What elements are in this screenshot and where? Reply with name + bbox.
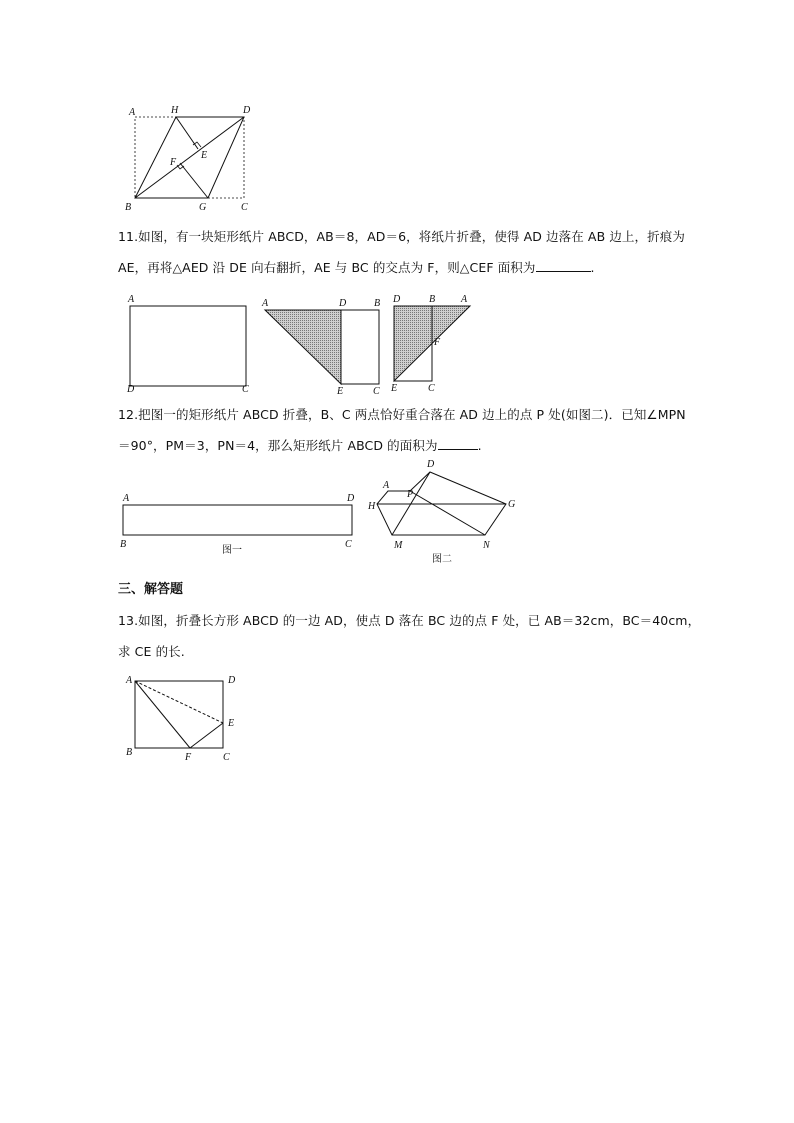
figure-rhombus-in-square (118, 100, 258, 215)
q11-p1-label-A: A (128, 294, 135, 305)
q13-AE-dashed (135, 681, 223, 723)
q11-p2-label-D: D (339, 298, 347, 309)
q11-p3-label-E: E (391, 383, 398, 394)
q13-line1: 13.如图，折叠长方形 ABCD 的一边 AD，使点 D 落在 BC 边的点 F 处，已 AB＝32cm，BC＝40cm， (118, 613, 701, 628)
q12-fig1-caption: 图一 (222, 545, 242, 556)
q12-fig2-label-H: H (368, 501, 376, 512)
q12-fig2-label-N: N (483, 540, 490, 551)
q11-p3-label-D: D (393, 294, 401, 305)
q11-line2-end: . (590, 260, 595, 275)
section-heading-3: 三、解答题 (118, 582, 184, 597)
label-A: A (129, 107, 136, 118)
q11-p2-label-A: A (262, 298, 269, 309)
q11-p2-label-B: B (374, 298, 381, 309)
q11-line2 (118, 252, 708, 283)
q11-p1-label-C: C (242, 384, 249, 395)
q13-AF (135, 681, 190, 748)
q11-p3-label-A: A (461, 294, 468, 305)
q11-line1: 11.如图，有一块矩形纸片 ABCD，AB＝8，AD＝6，将纸片折叠，使得 AD 边落在 AB 边上，折痕为 (118, 229, 685, 244)
q11-panel1-rect (130, 306, 246, 386)
q11-p2-label-E: E (337, 386, 344, 397)
q13-FE (190, 723, 223, 748)
label-H: H (171, 105, 179, 116)
q12-fig1-label-A: A (123, 493, 130, 504)
q13-label-E: E (228, 718, 235, 729)
q11-p2-label-C: C (373, 386, 380, 397)
q11-answer-blank[interactable] (536, 258, 591, 272)
q11-p3-label-C: C (428, 383, 435, 394)
q11-panel2-shaded-triangle (265, 310, 341, 384)
question-12 (118, 399, 708, 461)
q12-fig1-rect (123, 505, 352, 535)
q12-fig2-label-G: G (508, 499, 516, 510)
q12-answer-blank[interactable] (438, 436, 478, 450)
label-F: F (170, 157, 177, 168)
q11-p3-label-F: F (434, 337, 441, 348)
label-G: G (199, 202, 207, 213)
q12-fig2-label-D: D (427, 459, 435, 470)
label-E: E (201, 150, 208, 161)
q12-fig2-caption: 图二 (432, 554, 452, 565)
figure-q12 (116, 457, 526, 569)
q13-label-F: F (185, 752, 192, 763)
label-C: C (241, 202, 248, 213)
question-13 (118, 605, 708, 667)
segment-GF (180, 163, 208, 198)
q12-fig1-label-D: D (347, 493, 355, 504)
q13-label-A: A (126, 675, 133, 686)
q13-label-B: B (126, 747, 133, 758)
q13-label-D: D (228, 675, 236, 686)
label-B: B (125, 202, 132, 213)
q13-label-C: C (223, 752, 230, 763)
figure-q13 (118, 668, 248, 768)
q12-line2-end: . (477, 438, 482, 453)
q12-fig2-label-P: P (407, 489, 414, 500)
q12-fig2-label-A: A (383, 480, 390, 491)
q12-fig2-label-M: M (394, 540, 403, 551)
q12-fig2-PN (410, 491, 485, 535)
q11-p3-label-B: B (429, 294, 436, 305)
q12-line2-text: ＝90°，PM＝3，PN＝4，那么矩形纸片 ABCD 的面积为 (118, 438, 438, 453)
question-11 (118, 221, 708, 283)
q12-fig1-label-C: C (345, 539, 352, 550)
q12-fig1-label-B: B (120, 539, 127, 550)
q13-line2: 求 CE 的长. (118, 644, 185, 659)
q13-rect (135, 681, 223, 748)
q11-p1-label-D: D (127, 384, 135, 395)
diagonal-BD (135, 117, 244, 198)
q11-panel2-rect (341, 310, 379, 384)
label-D: D (243, 105, 251, 116)
figure-q11 (118, 292, 488, 398)
q12-line1: 12.把图一的矩形纸片 ABCD 折叠，B、C 两点恰好重合落在 AD 边上的点 P 处(如图二)．已知∠MPN (118, 407, 686, 422)
q11-line2-text: AE，再将△AED 沿 DE 向右翻折，AE 与 BC 的交点为 F，则△CEF 面积为 (118, 260, 536, 275)
